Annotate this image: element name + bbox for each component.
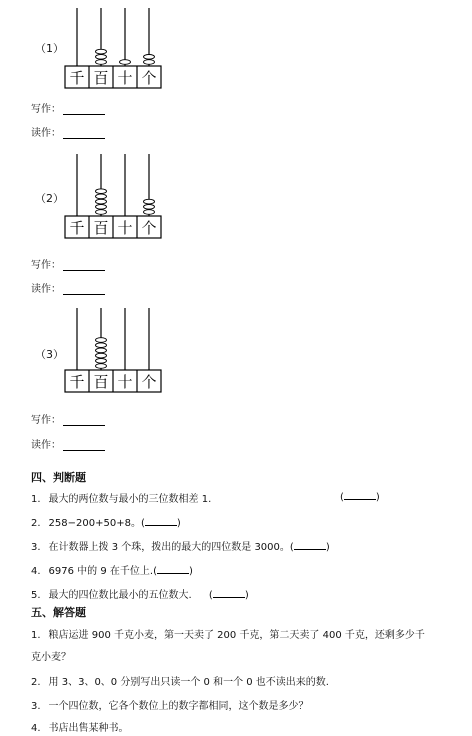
item-text: 粮店运进 900 千克小麦，第一天卖了 200 千克，第二天卖了 400 千克，还剩多少千 — [48, 630, 425, 641]
place-value-label: 个 — [141, 219, 157, 237]
write-label: 写作： — [31, 104, 61, 115]
answer-paren-5[interactable]: ( ) — [208, 590, 249, 601]
item-number: 1. — [31, 494, 41, 505]
judgement-item-2 — [31, 514, 181, 529]
answer-paren-3[interactable]: ( ) — [289, 542, 330, 553]
abacus-bead — [96, 359, 107, 364]
abacus-bead — [96, 49, 107, 54]
write-label: 写作： — [31, 415, 61, 426]
item-text: 一个四位数，它各个数位上的数字都相同，这个数是多少？ — [48, 701, 309, 712]
solve-item-4 — [31, 719, 129, 734]
abacus-drawing — [65, 306, 165, 394]
abacus-bead — [96, 338, 107, 343]
read-label: 读作： — [31, 440, 61, 451]
read-label: 读作： — [31, 128, 61, 139]
item-number: 5. — [31, 590, 41, 601]
abacus-1 — [35, 6, 175, 90]
abacus-3 — [35, 306, 175, 394]
judgement-item-5 — [31, 586, 249, 601]
place-value-label: 个 — [141, 69, 157, 87]
answer-paren-1[interactable]: ( ) — [340, 492, 380, 503]
abacus-bead — [144, 205, 155, 210]
abacus-bead — [96, 364, 107, 369]
abacus-bead — [144, 199, 155, 204]
abacus-bead — [96, 199, 107, 204]
write-label: 写作： — [31, 260, 61, 271]
item-number: 3. — [31, 701, 41, 712]
read-line-2 — [31, 280, 105, 295]
item-number: 4. — [31, 723, 41, 734]
place-value-label: 十 — [117, 373, 133, 391]
read-blank[interactable] — [63, 128, 105, 139]
item-text: 6976 中的 9 在千位上. — [48, 566, 154, 577]
section-solve-title: 五、解答题 — [31, 606, 86, 619]
item-number: 2. — [31, 518, 41, 529]
write-line-1 — [31, 100, 105, 115]
place-value-label: 百 — [93, 373, 109, 391]
abacus-bead — [96, 189, 107, 194]
item-number: 1. — [31, 630, 41, 641]
write-line-3 — [31, 411, 105, 426]
place-value-label: 个 — [141, 373, 157, 391]
item-text: 在计数器上拨 3 个珠，拨出的最大的四位数是 3000。 — [48, 542, 290, 553]
abacus-bead — [96, 353, 107, 358]
judgement-item-4 — [31, 562, 193, 577]
answer-paren-2[interactable]: ( ) — [140, 518, 181, 529]
write-blank[interactable] — [63, 104, 105, 115]
abacus-bead — [120, 60, 131, 65]
abacus-bead — [96, 55, 107, 60]
solve-item-2 — [31, 673, 329, 688]
abacus-bead — [144, 55, 155, 60]
judgement-item-1 — [31, 490, 211, 505]
item-text: 用 3、3、0、0 分别写出只读一个 0 和一个 0 也不读出来的数. — [48, 677, 329, 688]
abacus-bead — [96, 210, 107, 215]
judgement-item-3 — [31, 538, 330, 553]
read-label: 读作： — [31, 284, 61, 295]
item-text: 书店出售某种书。 — [48, 723, 129, 734]
solve-item-1 — [31, 626, 425, 641]
solve-item-1-cont: 克小麦？ — [31, 652, 71, 663]
item-text: 最大的四位数比最小的五位数大. — [48, 590, 192, 601]
solve-item-3 — [31, 697, 309, 712]
write-blank[interactable] — [63, 415, 105, 426]
place-value-label: 千 — [69, 219, 85, 237]
abacus-label: （2） — [35, 192, 64, 205]
abacus-bead — [144, 60, 155, 65]
abacus-label: （1） — [35, 42, 64, 55]
item-text: 最大的两位数与最小的三位数相差 1. — [48, 494, 212, 505]
item-number: 2. — [31, 677, 41, 688]
abacus-bead — [96, 194, 107, 199]
answer-paren-4[interactable]: ( ) — [153, 566, 193, 577]
abacus-label: （3） — [35, 348, 64, 361]
place-value-label: 百 — [93, 69, 109, 87]
item-text: 258−200+50+8。 — [48, 518, 141, 529]
place-value-label: 百 — [93, 219, 109, 237]
read-blank[interactable] — [63, 440, 105, 451]
write-line-2 — [31, 256, 105, 271]
abacus-drawing — [65, 152, 165, 240]
section-judgement-title: 四、判断题 — [31, 471, 86, 484]
abacus-bead — [96, 205, 107, 210]
write-blank[interactable] — [63, 260, 105, 271]
place-value-label: 十 — [117, 219, 133, 237]
item-number: 4. — [31, 566, 41, 577]
read-line-3 — [31, 436, 105, 451]
abacus-drawing — [65, 6, 165, 90]
place-value-label: 千 — [69, 373, 85, 391]
abacus-bead — [144, 210, 155, 215]
read-line-1 — [31, 124, 105, 139]
abacus-bead — [96, 348, 107, 353]
read-blank[interactable] — [63, 284, 105, 295]
abacus-bead — [96, 60, 107, 65]
place-value-label: 千 — [69, 69, 85, 87]
abacus-bead — [96, 343, 107, 348]
item-number: 3. — [31, 542, 41, 553]
place-value-label: 十 — [117, 69, 133, 87]
abacus-2 — [35, 152, 175, 240]
